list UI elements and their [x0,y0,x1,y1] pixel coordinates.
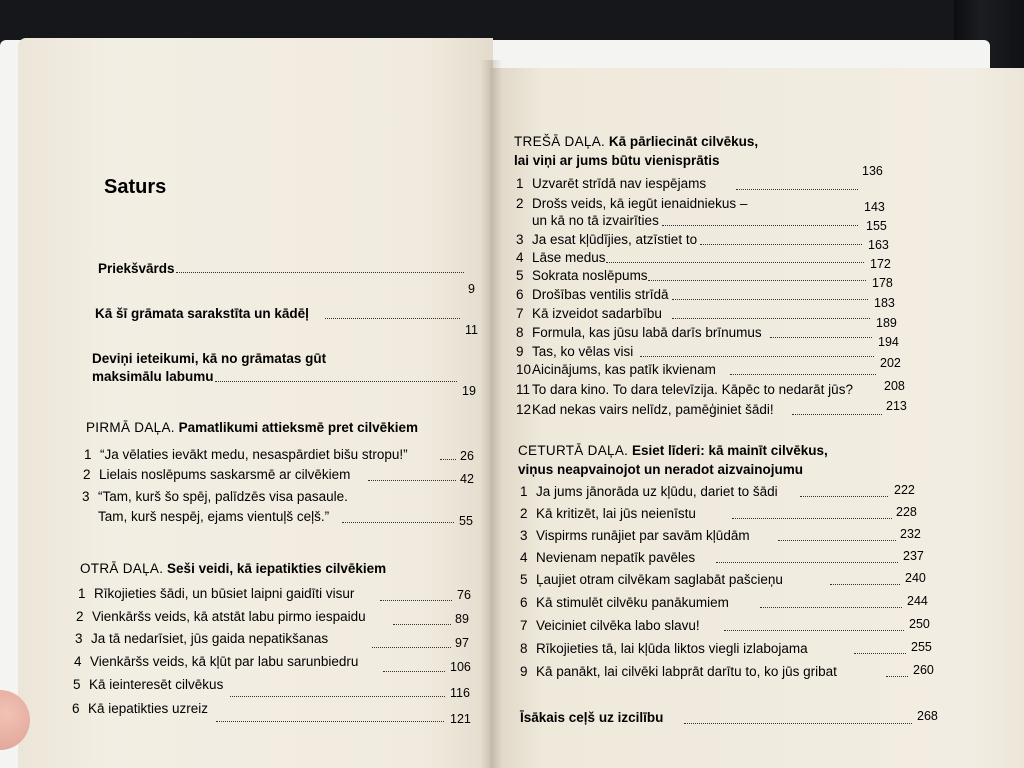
list-item: 3 Ja tā nedarīsiet, jūs gaida nepatikšanas [75,631,329,646]
dot-leader [700,244,862,245]
dot-leader [716,562,898,563]
dot-leader [380,600,452,601]
list-item: 5 Sokrata noslēpums [516,268,648,283]
page-number: 106 [450,660,471,674]
part-label: OTRĀ DAĻA. [80,561,164,576]
list-item: 12Kad nekas vairs nelīdz, pamēģiniet šādi! [516,402,774,417]
list-item: 2 Kā kritizēt, lai jūs neienīstu [520,506,696,521]
dot-leader [215,381,457,382]
page-number: 172 [870,257,891,271]
list-item: 3 Ja esat kļūdījies, atzīstiet to [516,232,698,247]
dot-leader [176,272,464,273]
page-number: 19 [462,384,476,398]
list-item: 11 To dara kino. To dara televīzija. Kāpēc to nedarāt jūs? [516,382,853,397]
page-number: 268 [917,709,938,723]
list-item: 5 Ļaujiet otram cilvēkam saglabāt pašcieņu [520,572,783,587]
list-item-continuation: Tam, kurš nespēj, ejams vientuļš ceļš.” [98,509,330,524]
page-number: 136 [862,164,883,178]
dot-leader [372,647,451,648]
page-number: 121 [450,712,471,726]
page-number: 189 [876,316,897,330]
page-number: 42 [460,472,474,486]
dot-leader [778,540,896,541]
page-number: 213 [886,399,907,413]
dot-leader [760,607,902,608]
list-item: 1 Uzvarēt strīdā nav iespējams [516,176,707,191]
dot-leader [854,653,906,654]
dot-leader [440,459,456,460]
list-item: 8 Rīkojieties tā, lai kļūda liktos viegli izlabojama [520,641,808,656]
part-title: Pamatlikumi attieksmē pret cilvēkiem [178,420,418,435]
page-number: 260 [913,663,934,677]
page-number: 76 [457,588,471,602]
page-number: 9 [468,282,475,296]
dot-leader [230,696,445,697]
dot-leader [383,671,445,672]
page-number: 97 [455,636,469,650]
dot-leader [648,280,866,281]
list-item: 1 “Ja vēlaties ievākt medu, nesaspārdiet bišu stropu!” [84,447,408,462]
dot-leader [640,356,874,357]
page-number: 250 [909,617,930,631]
book-gutter [480,60,502,768]
part-label: TREŠĀ DAĻA. [514,134,606,149]
list-item: 1 Rīkojieties šādi, un būsiet laipni gaidīti visur [78,586,355,601]
page-number: 194 [878,335,899,349]
part-title-line2: viņus neapvainojot un neradot aizvainojumu [518,462,804,477]
front-matter-nine-tips-line2: maksimālu labumu [92,369,214,384]
front-matter-why: Kā šī grāmata sarakstīta un kādēļ [95,306,309,321]
list-item: 6 Drošības ventilis strīdā [516,287,669,302]
list-item-continuation: un kā no tā izvairīties [532,213,659,228]
page-number: 143 [864,200,885,214]
page-number: 202 [880,356,901,370]
list-item: 4 Vienkāršs veids, kā kļūt par labu sarunbiedru [74,654,359,669]
dot-leader [662,225,858,226]
page-number: 240 [905,571,926,585]
list-item: 9 Tas, ko vēlas visi [516,344,634,359]
page-number: 155 [866,219,887,233]
dot-leader [672,299,868,300]
part-title-line2: lai viņi ar jums būtu vienisprātis [514,153,720,168]
page-number: 163 [868,238,889,252]
part-heading [80,561,386,576]
list-item: 5 Kā ieinteresēt cilvēkus [73,677,224,692]
list-item: 4 Nevienam nepatīk pavēles [520,550,696,565]
list-item: 2 Drošs veids, kā iegūt ienaidniekus – [516,196,748,211]
dot-leader [342,522,454,523]
list-item: 1 Ja jums jānorāda uz kļūdu, dariet to šādi [520,484,778,499]
list-item: 8 Formula, kas jūsu labā darīs brīnumus [516,325,762,340]
list-item: 7 Kā izveidot sadarbību [516,306,662,321]
part-label: CETURTĀ DAĻA. [518,443,629,458]
page-number: 116 [450,686,470,700]
part-heading [514,134,758,149]
toc-title: Saturs [104,176,167,198]
part-label: PIRMĀ DAĻA. [86,420,175,435]
list-item: 2 Lielais noslēpums saskarsmē ar cilvēkiem [83,467,351,482]
dot-leader [732,518,892,519]
dot-leader [684,723,912,724]
dot-leader [606,262,864,263]
list-item: 6 Kā stimulēt cilvēku panākumiem [520,595,729,610]
page-number: 222 [894,483,915,497]
part-heading [86,420,418,435]
page-number: 232 [900,527,921,541]
list-item: 10Aicinājums, kas patīk ikvienam [516,362,716,377]
dot-leader [724,630,904,631]
dot-leader [393,624,451,625]
page-number: 255 [911,640,932,654]
dot-leader [800,496,888,497]
page-number: 89 [455,612,469,626]
dot-leader [368,480,456,481]
dot-leader [792,414,882,415]
page-number: 55 [459,514,473,528]
list-item: 3 “Tam, kurš šo spēj, palīdzēs visa pasaule. [82,489,348,504]
dot-leader [730,374,876,375]
page-number: 244 [907,594,928,608]
list-item: 4 Lāse medus [516,250,606,265]
part-title: Kā pārliecināt cilvēkus, [608,134,759,149]
dot-leader [736,189,858,190]
front-matter-nine-tips-line1: Deviņi ieteikumi, kā no grāmatas gūt [92,351,327,366]
front-matter-preface: Priekšvārds [98,261,175,276]
page-number: 183 [874,296,895,310]
dot-leader [325,318,460,319]
dot-leader [216,721,444,722]
list-item: 3 Vispirms runājiet par savām kļūdām [520,528,750,543]
list-item: 9 Kā panākt, lai cilvēki labprāt darītu to, ko jūs gribat [520,664,837,679]
page-number: 237 [903,549,924,563]
part-heading [518,443,828,458]
page-number: 208 [884,379,905,393]
list-item: 7 Veiciniet cilvēka labo slavu! [520,618,700,633]
dot-leader [672,318,870,319]
part-title: Esiet līderi: kā mainīt cilvēkus, [631,443,828,458]
final-chapter-title: Īsākais ceļš uz izcilību [520,710,664,725]
page-number: 178 [872,276,893,290]
dot-leader [770,337,872,338]
page-number: 228 [896,505,917,519]
page-number: 11 [465,323,478,337]
dot-leader [886,676,908,677]
dot-leader [830,584,900,585]
page-number: 26 [460,449,474,463]
list-item: 6 Kā iepatikties uzreiz [72,701,209,716]
part-title: Seši veidi, kā iepatikties cilvēkiem [167,561,387,576]
list-item: 2 Vienkāršs veids, kā atstāt labu pirmo iespaidu [76,609,366,624]
